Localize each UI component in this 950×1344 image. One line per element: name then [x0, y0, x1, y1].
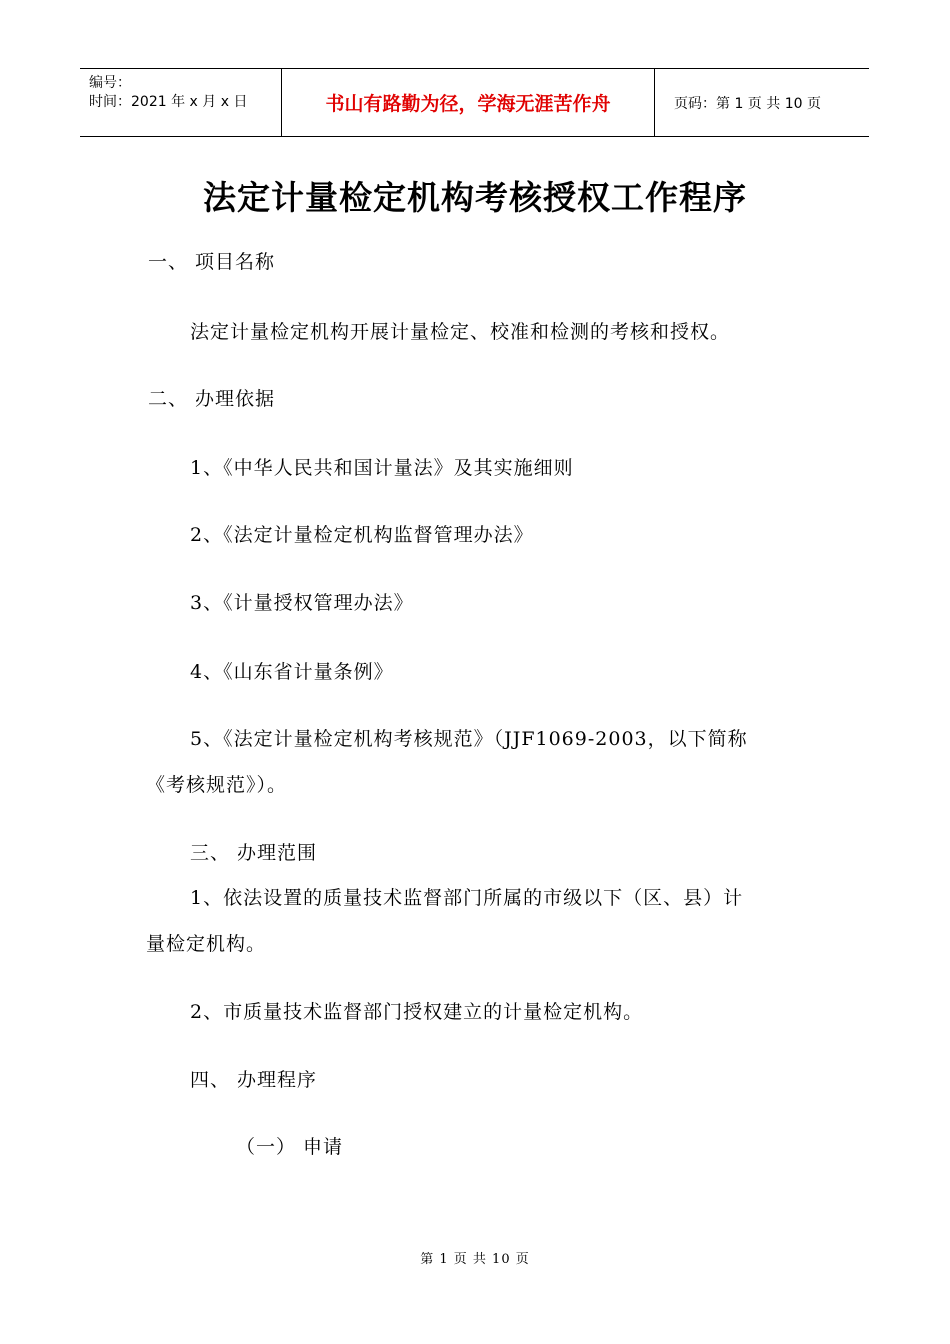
basis-item-1: 1、《中华人民共和国计量法》及其实施细则 [190, 457, 574, 479]
header-page-info [664, 69, 869, 136]
scope-item-1-cont: 量检定机构。 [146, 933, 267, 955]
scope-item-1: 1、依法设置的质量技术监督部门所属的市级以下（区、县）计 [190, 887, 744, 909]
scope-item-2: 2、市质量技术监督部门授权建立的计量检定机构。 [190, 1001, 644, 1023]
header-table [80, 68, 869, 137]
page-footer: 第 1 页 共 10 页 [420, 1252, 530, 1267]
header-slogan: 书山有路勤为径，学海无涯苦作舟 [282, 69, 655, 136]
basis-item-5-cont: 《考核规范》）。 [146, 774, 288, 796]
document-number-label: 编号： [89, 75, 131, 91]
document-time-label: 时间：2021 年 x 月 x 日 [89, 94, 248, 110]
document-title: 法定计量检定机构考核授权工作程序 [203, 178, 747, 217]
basis-item-5: 5、《法定计量检定机构考核规范》（JJF1069-2003，以下简称 [190, 728, 748, 750]
basis-item-2: 2、《法定计量检定机构监督管理办法》 [190, 524, 534, 546]
section-heading-1: 一、 项目名称 [148, 251, 276, 273]
basis-item-4: 4、《山东省计量条例》 [190, 661, 394, 683]
page-info-text: 页码：第 1 页 共 10 页 [674, 95, 821, 112]
section-heading-2: 二、 办理依据 [148, 388, 276, 410]
section-heading-3: 三、 办理范围 [190, 842, 318, 864]
section-heading-4: 四、 办理程序 [190, 1069, 318, 1091]
header-meta-cell [80, 69, 282, 136]
subsection-apply: （一） 申请 [236, 1136, 344, 1158]
basis-item-3: 3、《计量授权管理办法》 [190, 592, 414, 614]
paragraph-project: 法定计量检定机构开展计量检定、校准和检测的考核和授权。 [190, 321, 731, 343]
